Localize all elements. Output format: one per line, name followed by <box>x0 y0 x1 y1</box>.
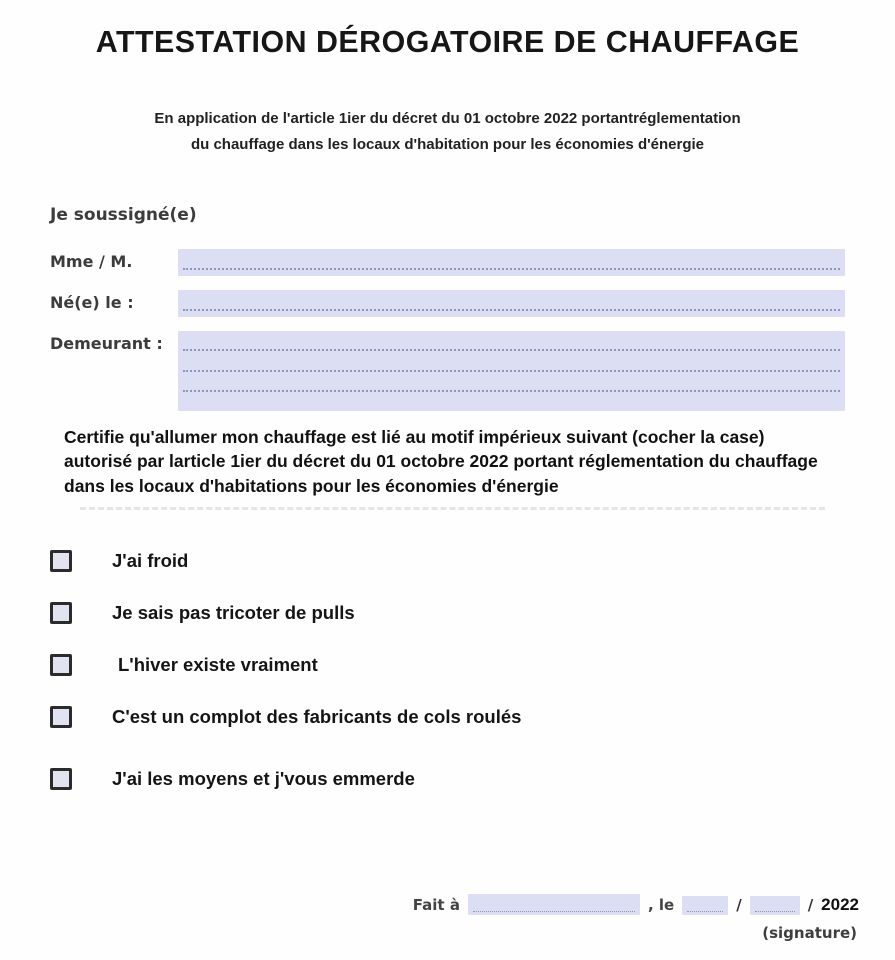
dotted-line <box>183 349 840 351</box>
dotted-line <box>473 911 635 912</box>
place-input[interactable] <box>468 894 640 915</box>
address-row <box>50 331 845 411</box>
name-input[interactable] <box>178 249 845 276</box>
birthdate-input[interactable] <box>178 290 845 317</box>
birthdate-row <box>50 290 845 317</box>
reason-label: Je sais pas tricoter de pulls <box>112 602 355 624</box>
date-separator: / <box>736 896 742 914</box>
subtitle-line-1: En application de l'article 1ier du décret du 01 octobre 2022 portantréglementation <box>154 110 741 127</box>
checkbox-cold[interactable] <box>50 550 72 572</box>
year-label: 2022 <box>821 895 859 914</box>
day-input[interactable] <box>682 896 728 915</box>
page-title: ATTESTATION DÉROGATOIRE DE CHAUFFAGE <box>95 24 800 59</box>
reason-row-knit <box>50 602 895 624</box>
checkbox-winter[interactable] <box>50 654 72 676</box>
dotted-line <box>183 309 840 311</box>
reason-label: C'est un complot des fabricants de cols roulés <box>112 706 522 728</box>
reason-row-winter <box>50 654 895 676</box>
reason-row-conspiracy <box>50 706 895 728</box>
date-separator: / <box>807 896 814 914</box>
address-label: Demeurant : <box>50 333 163 353</box>
faded-divider <box>80 507 825 510</box>
signature-footer <box>413 894 859 942</box>
checkbox-conspiracy[interactable] <box>50 706 72 728</box>
dotted-line <box>687 911 723 912</box>
fait-a-label: Fait à <box>412 896 460 914</box>
reason-row-rich <box>50 768 895 790</box>
dotted-line <box>183 370 840 372</box>
le-label: , le <box>647 896 675 914</box>
dotted-line <box>183 268 840 270</box>
certify-paragraph: Certifie qu'allumer mon chauffage est lié au motif impérieux suivant (cocher la case) autorisé par larticle 1ier du décret du 01 octobre 2022 portant réglementation du chauffage dans les locaux d'habitations pour les économies d'énergie <box>64 426 818 497</box>
identity-form <box>50 205 845 411</box>
reason-label: L'hiver existe vraiment <box>118 654 318 676</box>
reason-label: J'ai froid <box>112 550 189 572</box>
signature-label: (signature) <box>762 924 857 942</box>
month-input[interactable] <box>750 896 800 915</box>
reasons-checklist <box>50 550 895 790</box>
intro-line: Je soussigné(e) <box>50 204 197 225</box>
date-place-line <box>413 894 859 915</box>
name-label: Mme / M. <box>50 251 133 271</box>
reason-row-cold <box>50 550 895 572</box>
dotted-line <box>183 390 840 392</box>
birthdate-label: Né(e) le : <box>50 292 134 312</box>
address-input[interactable] <box>178 331 845 411</box>
checkbox-knit[interactable] <box>50 602 72 624</box>
checkbox-rich[interactable] <box>50 768 72 790</box>
name-row <box>50 249 845 276</box>
reason-label: J'ai les moyens et j'vous emmerde <box>112 768 415 790</box>
dotted-line <box>755 911 795 912</box>
subtitle <box>0 106 895 159</box>
subtitle-line-2: du chauffage dans les locaux d'habitation pour les économies d'énergie <box>190 136 705 154</box>
